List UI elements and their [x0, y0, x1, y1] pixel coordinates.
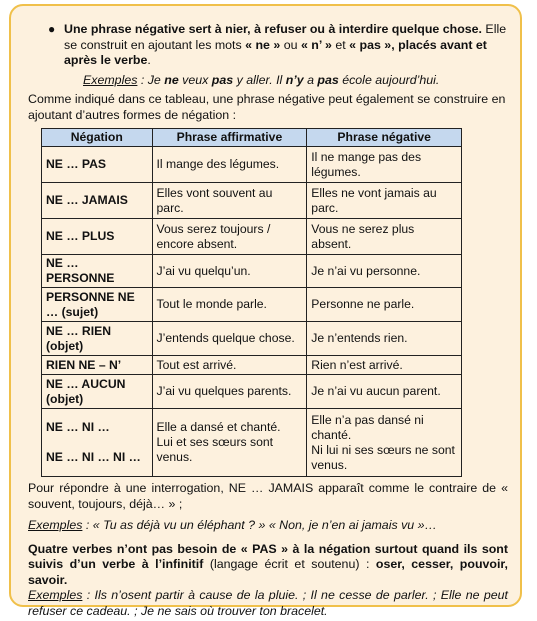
example-text: : Je: [137, 72, 165, 87]
negative-cell: Je n’ai vu personne.: [307, 255, 462, 288]
negation-cell: RIEN NE – N’: [42, 356, 153, 375]
affirmative-cell: Elles vont souvent au parc.: [152, 183, 307, 219]
affirmative-cell: [152, 409, 307, 477]
rule-text-et: et: [331, 37, 350, 52]
negation-table: [41, 128, 462, 477]
example-text: veux: [178, 72, 212, 87]
quatre-rule: Quatre verbes n’ont pas besoin de « PAS » à la négation surtout quand ils sont suivis d’un verbe à l’infinitif: [28, 541, 508, 571]
negation-cell: NE … PERSONNE: [42, 255, 153, 288]
affirmative-ni-ni: Lui et ses sœurs sont venus.: [156, 435, 274, 464]
affirmative-cell: Tout est arrivé.: [152, 356, 307, 375]
table-row: [42, 219, 462, 255]
example-text: a: [303, 72, 318, 87]
header-negation: Négation: [42, 129, 153, 147]
quatre-text: (langage écrit et soutenu) :: [203, 557, 376, 571]
rule-paragraph: [28, 22, 508, 69]
table-header-row: [42, 129, 462, 147]
example-text: : Ils n’osent partir à cause de la pluie. ; Il ne cesse de parler. ; Elle ne peut refuser ce cadeau. ; Je ne sais où trouver ton bracelet.: [28, 588, 508, 618]
example-line-1: [28, 73, 508, 89]
negative-cell: Elles ne vont jamais au parc.: [307, 183, 462, 219]
affirmative-cell: Vous serez toujours / encore absent.: [152, 219, 307, 255]
jamais-note: Pour répondre à une interrogation, NE … JAMAIS apparaît comme le contraire de « souvent, toujours, déjà… » ;: [28, 481, 508, 511]
table-row: [42, 147, 462, 183]
negative-cell: Il ne mange pas des légumes.: [307, 147, 462, 183]
example-label: Exemples: [83, 72, 138, 87]
quatre-verbs: oser, cesser, pouvoir, savoir.: [28, 557, 508, 587]
table-row: [42, 409, 462, 477]
negation-ni-ni: NE … NI … NI …: [46, 450, 141, 464]
table-row: [42, 375, 462, 409]
negation-cell: [42, 409, 153, 477]
rule-text: Elle se construit en ajoutant les mots: [64, 22, 507, 52]
negative-cell: Personne ne parle.: [307, 288, 462, 322]
example-text: école aujourd’hui.: [338, 72, 440, 87]
table-row: [42, 288, 462, 322]
table-row: [42, 356, 462, 375]
quatre-verbes-paragraph: [28, 542, 508, 620]
negation-ni: NE … NI …: [46, 420, 110, 434]
table-row: [42, 255, 462, 288]
header-affirmative: Phrase affirmative: [152, 129, 307, 147]
affirmative-cell: Tout le monde parle.: [152, 288, 307, 322]
lesson-content: [28, 22, 508, 619]
example-text: : « Tu as déjà vu un éléphant ? » « Non, je n’en ai jamais vu »…: [82, 518, 437, 532]
rule-definition: Une phrase négative sert à nier, à refuser ou à interdire quelque chose.: [64, 22, 482, 36]
negative-cell: Je n’entends rien.: [307, 322, 462, 356]
table-row: [42, 183, 462, 219]
affirmative-cell: J’entends quelque chose.: [152, 322, 307, 356]
rule-text-ou: ou: [280, 37, 301, 52]
affirmative-cell: J’ai vu quelqu’un.: [152, 255, 307, 288]
negative-cell: [307, 409, 462, 477]
rule-text-dot: .: [147, 53, 151, 67]
rule-word-ne: « ne »: [245, 37, 281, 52]
example-label: Exemples: [28, 588, 83, 602]
header-negative: Phrase négative: [307, 129, 462, 147]
bullet-icon: ●: [48, 22, 56, 36]
example-neg-word: n’y: [285, 72, 304, 87]
example-text: y aller. Il: [233, 72, 286, 87]
rule-word-pas: « pas », placés avant et après le verbe: [64, 37, 487, 67]
table-row: [42, 322, 462, 356]
example-neg-word: pas: [317, 72, 339, 87]
table-intro: Comme indiqué dans ce tableau, une phrase négative peut également se construire en ajoutant d’autres formes de négation :: [28, 92, 506, 122]
negative-cell: Rien n’est arrivé.: [307, 356, 462, 375]
negation-cell: NE … AUCUN (objet): [42, 375, 153, 409]
negation-cell: PERSONNE NE … (sujet): [42, 288, 153, 322]
negative-ni: Elle n’a pas dansé ni chanté.: [311, 412, 424, 442]
rule-word-n: « n’ »: [300, 37, 332, 52]
negation-cell: NE … JAMAIS: [42, 183, 153, 219]
negation-cell: NE … PAS: [42, 147, 153, 183]
negative-cell: Je n’ai vu aucun parent.: [307, 375, 462, 409]
negation-cell: NE … PLUS: [42, 219, 153, 255]
affirmative-cell: J’ai vu quelques parents.: [152, 375, 307, 409]
example-line-2: [28, 518, 508, 534]
negative-cell: Vous ne serez plus absent.: [307, 219, 462, 255]
negative-ni-ni: Ni lui ni ses sœurs ne sont venus.: [311, 442, 455, 472]
example-neg-word: pas: [211, 72, 234, 87]
example-label: Exemples: [28, 518, 83, 532]
negation-cell: NE … RIEN (objet): [42, 322, 153, 356]
example-neg-word: ne: [164, 72, 179, 87]
affirmative-cell: Il mange des légumes.: [152, 147, 307, 183]
affirmative-ni: Elle a dansé et chanté.: [156, 420, 281, 434]
